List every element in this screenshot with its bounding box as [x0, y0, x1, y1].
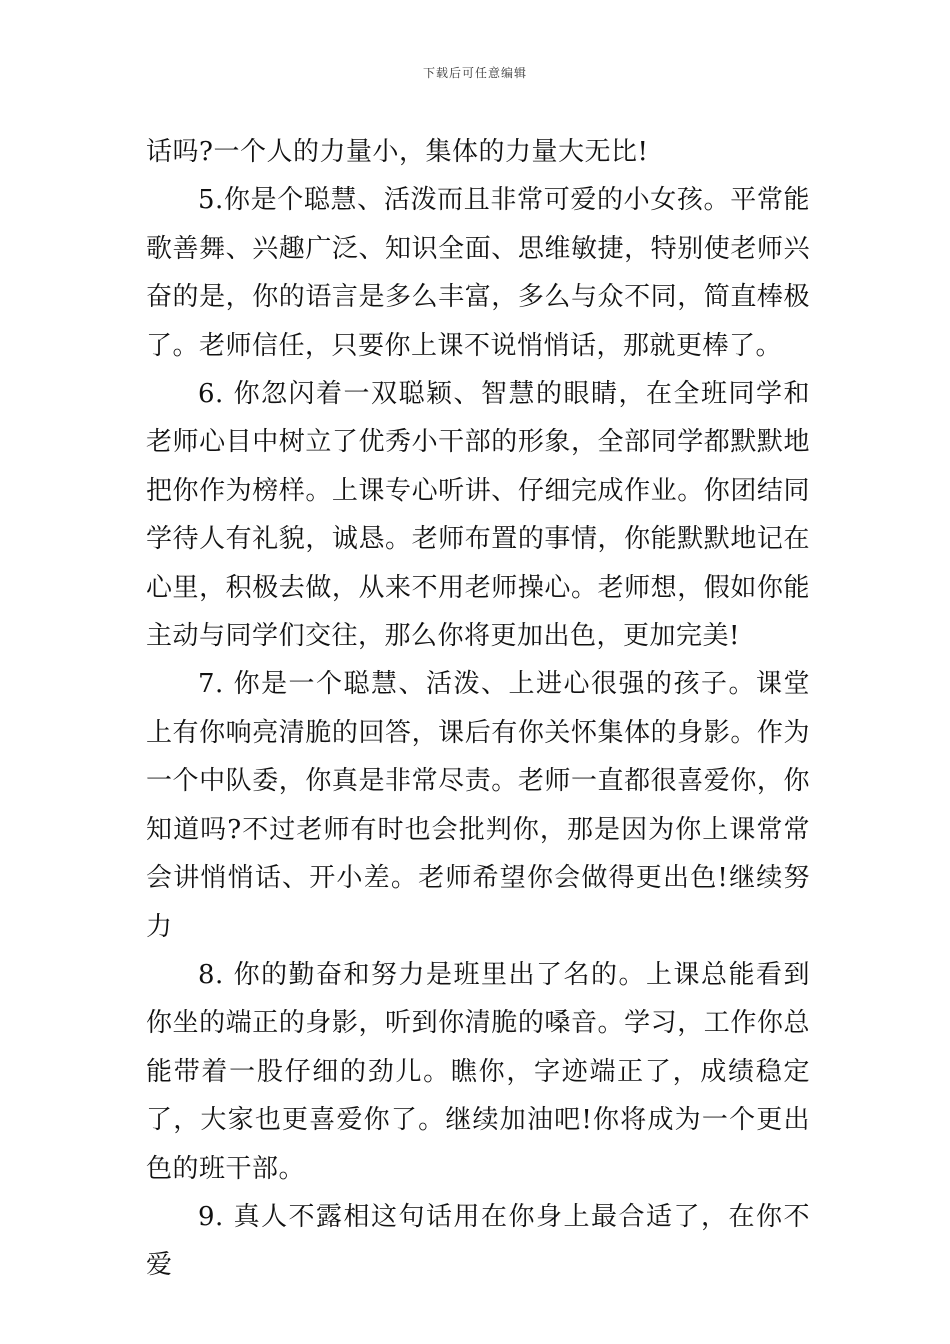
paragraph-item-9: 9. 真人不露相这句话用在你身上最合适了，在你不爱	[146, 1201, 810, 1281]
paragraph-item-8: 8. 你的勤奋和努力是班里出了名的。上课总能看到你坐的端正的身影，听到你清脆的嗓音。学习，工作你总能带着一股仔细的劲儿。瞧你，字迹端正了，成绩稳定了，大家也更喜爱你了。继续加油吧!你将成为一个更出色的班干部。	[146, 959, 810, 1184]
document-body	[146, 128, 810, 1290]
paragraph-item-7: 7. 你是一个聪慧、活泼、上进心很强的孩子。课堂上有你响亮清脆的回答，课后有你关怀集体的身影。作为一个中队委，你真是非常尽责。老师一直都很喜爱你，你知道吗?不过老师有时也会批判你，那是因为你上课常常会讲悄悄话、开小差。老师希望你会做得更出色!继续努力	[146, 669, 810, 942]
page-header: 下载后可任意编辑	[422, 66, 527, 80]
paragraph-item-5: 5.你是个聪慧、活泼而且非常可爱的小女孩。平常能歌善舞、兴趣广泛、知识全面、思维敏捷，特别使老师兴奋的是，你的语言是多么丰富，多么与众不同，简直棒极了。老师信任，只要你上课不说悄悄话，那就更棒了。	[146, 185, 810, 361]
paragraph-item-6: 6. 你忽闪着一双聪颖、智慧的眼睛，在全班同学和老师心目中树立了优秀小干部的形象，全部同学都默默地把你作为榜样。上课专心听讲、仔细完成作业。你团结同学待人有礼貌，诚恳。老师布置的事情，你能默默地记在心里，积极去做，从来不用老师操心。老师想，假如你能主动与同学们交往，那么你将更加出色，更加完美!	[146, 379, 810, 652]
paragraph-continuation: 话吗?一个人的力量小，集体的力量大无比!	[146, 137, 649, 167]
